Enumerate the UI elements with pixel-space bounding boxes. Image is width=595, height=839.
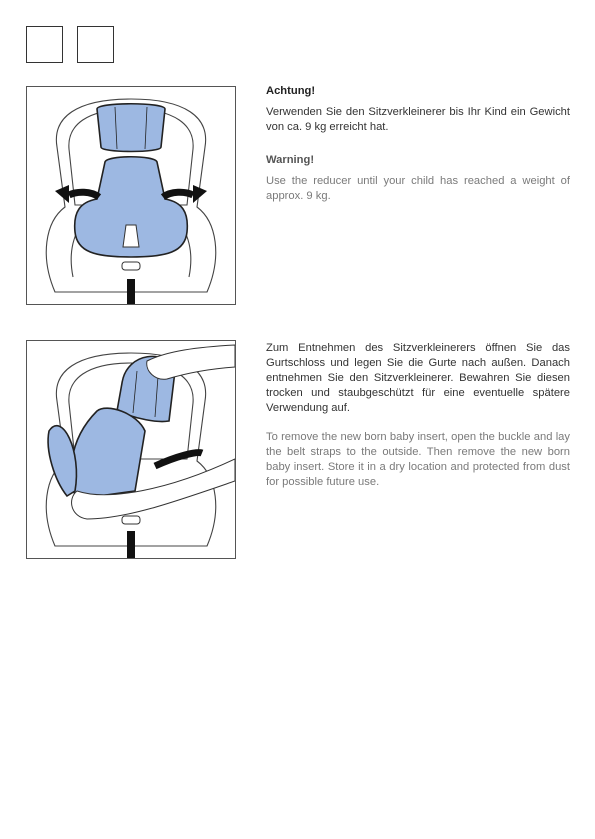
warning-text-de: Verwenden Sie den Sitzverkleinerer bis Ihr Kind ein Gewicht von ca. 9 kg erreicht hat. bbox=[266, 106, 570, 133]
body-insert-removed bbox=[71, 408, 145, 499]
warning-heading-de: Achtung! bbox=[266, 85, 316, 97]
section1-text bbox=[266, 84, 570, 204]
checkbox-2[interactable] bbox=[77, 26, 114, 63]
headrest-insert bbox=[97, 104, 165, 152]
removal-text-en: To remove the new born baby insert, open the buckle and lay the belt straps to the outside. Then remove the new born baby insert. Store it in a dry location and protected from dust for possible future use. bbox=[266, 431, 570, 488]
section2-text bbox=[266, 341, 570, 490]
car-seat-drawing bbox=[27, 87, 235, 304]
warning-heading-en: Warning! bbox=[266, 154, 315, 166]
car-seat-removal-drawing bbox=[27, 341, 235, 558]
hand-upper bbox=[147, 345, 235, 379]
warning-text-en: Use the reducer until your child has reached a weight of approx. 9 kg. bbox=[266, 175, 570, 202]
removal-text-de: Zum Entnehmen des Sitzverkleinerers öffnen Sie das Gurtschloss und legen Sie die Gurte nach außen. Danach entnehmen Sie den Sitzverkleinerer. Bewahren Sie diesen trocken und staubgeschützt für eine eventuelle spätere Verwendung auf. bbox=[266, 342, 570, 414]
illustration-reducer-in-seat bbox=[26, 86, 236, 305]
checkbox-1[interactable] bbox=[26, 26, 63, 63]
illustration-removing-reducer bbox=[26, 340, 236, 559]
